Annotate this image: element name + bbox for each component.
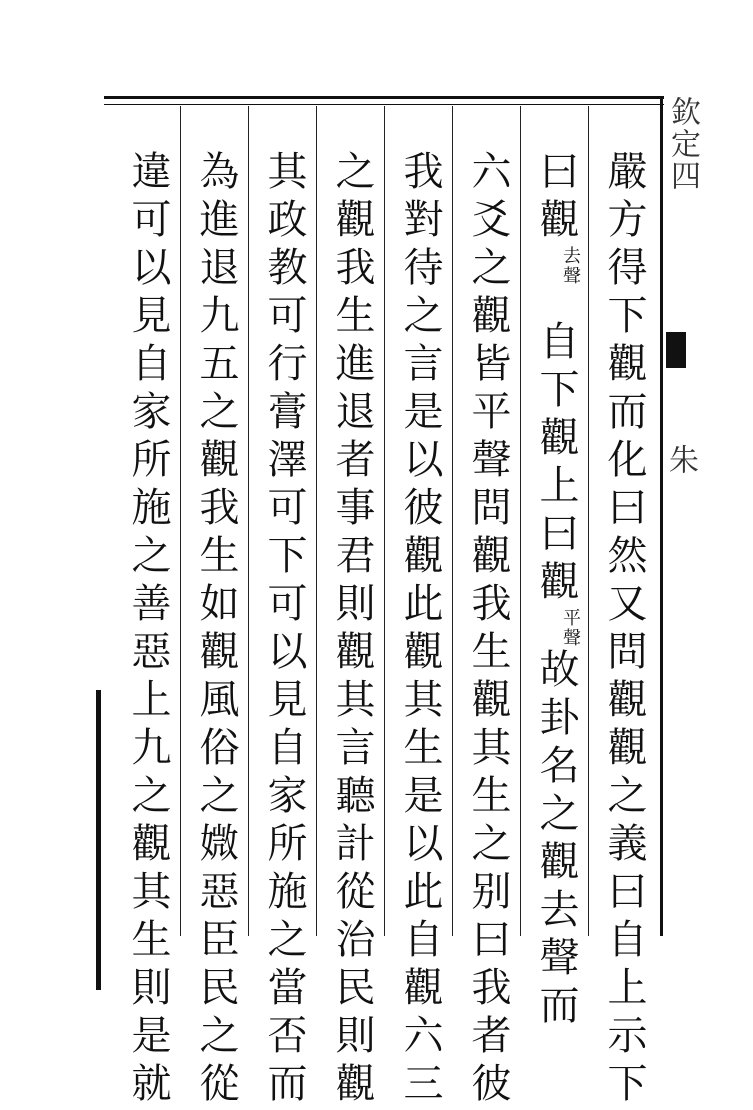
column-rule [384,106,385,936]
frame-top-inner-border [104,104,664,105]
column-text: 六爻之觀皆平聲問觀我生觀其生之别曰我者彼 [465,150,511,1110]
column-text: 嚴方得下觀而化曰然又問觀觀之義曰自上示下 [601,150,647,1110]
margin-folio: 朱 [663,444,698,474]
column-text: 曰觀 [533,150,579,246]
text-column-5 [322,150,382,1110]
text-column-2 [526,150,586,1032]
frame-left-mark [96,690,101,990]
column-rule [588,106,589,936]
fishtail-mark [666,332,686,368]
text-column-4 [390,150,450,1110]
column-rule [520,106,521,936]
column-rule [316,106,317,936]
column-rule [452,106,453,936]
text-column-7 [186,150,246,1110]
tone-note: 平聲 [560,608,581,648]
text-column-6 [254,150,314,1110]
column-text: 自下觀上曰觀 [533,320,579,608]
column-text: 之觀我生進退者事君則觀其言聽計從治民則觀 [329,150,375,1110]
text-column-8 [118,150,178,1110]
frame-top-border [104,96,664,99]
column-text: 我對待之言是以彼觀此觀其生是以此自觀六三 [397,150,443,1110]
column-text: 故卦名之觀去聲而 [533,648,579,1032]
text-column-3 [458,150,518,1110]
tone-note: 去聲 [560,246,581,286]
margin-edge-text: 欽定四 [665,96,700,192]
column-text: 違可以見自家所施之善惡上九之觀其生則是就 [125,150,171,1110]
text-column-1 [594,150,654,1110]
column-rule [248,106,249,936]
column-text: 其政教可行膏澤可下可以見自家所施之當否而 [261,150,307,1110]
frame-right-border [660,96,663,936]
column-rule [180,106,181,936]
column-text: 為進退九五之觀我生如觀風俗之媺惡臣民之從 [193,150,239,1110]
